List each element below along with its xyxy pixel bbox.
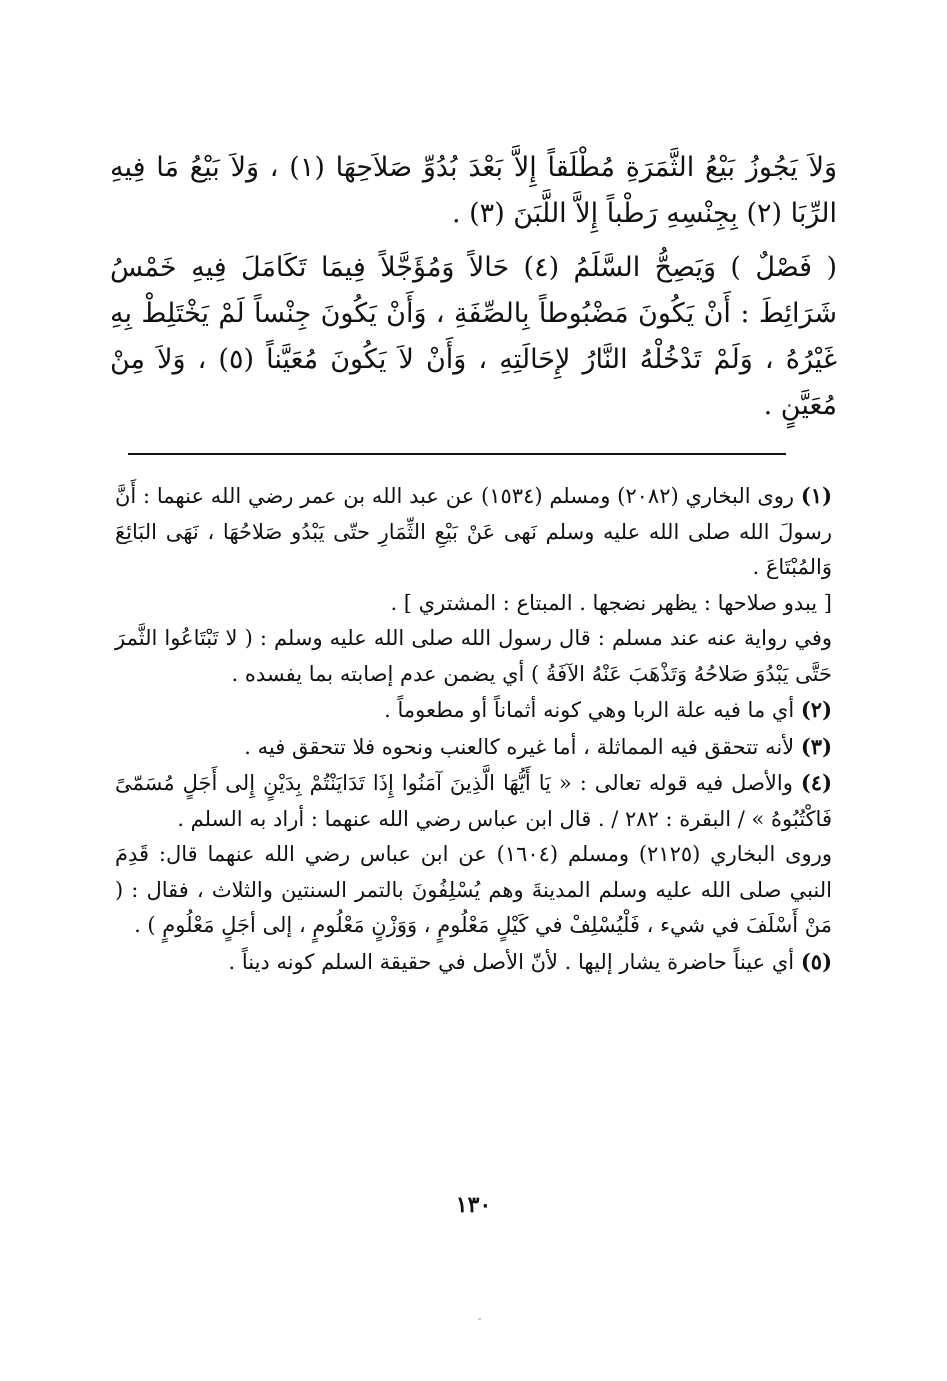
footnote-1-gloss [115,586,832,622]
footnote-number: (١) [800,483,832,508]
footnote-number: (٤) [800,770,832,795]
footnote-text: لأنه تتحقق فيه المماثلة ، أما غيره كالعنب ونحوه فلا تتحقق فيه . [244,734,795,759]
footnote-text: والأصل فيه قوله تعالى : « يَا أَيُّهَا الَّذِينَ آمَنُوا إِذَا تَدَايَنْتُمْ بِدَيْنٍ إِلى أَجَلٍ مُسَمّىً فَاكْتُبُوهُ » / البقرة : ٢٨٢ / . قال ابن عباس رضي الله عنهما : أراد به السلم . [115,771,832,831]
page-number: ١٣٠ [455,1192,492,1218]
main-paragraph-sale-of-fruit: وَلاَ يَجُوزُ بَيْعُ الثَّمَرَةِ مُطْلَقاً إِلاَّ بَعْدَ بُدُوِّ صَلاَحِهَا (١) ، وَلاَ بَيْعُ مَا فِيهِ الرِّبَا (٢) بِجِنْسِهِ رَطْباً إِلاَّ اللَّبَنَ (٣) . [110,152,838,229]
footnote-4-hadith [115,837,832,944]
scan-speck [478,1318,481,1320]
footnote-text: روى البخاري (٢٠٨٢) ومسلم (١٥٣٤) عن عبد الله بن عمر رضي الله عنهما : أَنَّ رسولَ الله صلى الله عليه وسلم نَهى عَنْ بَيْعِ الثِّمَارِ حتّى يَبْدُو صَلاحُهَا ، نَهَى البَائِعَ وَالمُبْتَاعَ . [115,484,832,579]
footnote-number: (٣) [800,733,832,759]
footnote-1-riwaya [115,621,832,692]
footnote-2 [115,692,832,729]
footnote-text: وروى البخاري (٢١٢٥) ومسلم (١٦٠٤) عن ابن عباس رضي الله عنهما قال: قَدِمَ النبي صلى الله عليه وسلم المدينةَ وهم يُسْلِفُونَ بالتمر السنتين والثلاث ، فقال : ( مَنْ أَسْلَفَ في شيء ، فَلْيُسْلِفْ في كَيْلٍ مَعْلُومٍ ، وَوَزْنٍ مَعْلُومٍ ، إلى أجَلٍ مَعْلُومٍ ) . [115,842,832,937]
footnotes-block [115,478,832,980]
footnote-number: (٥) [800,948,832,974]
footnote-number: (٢) [800,697,832,722]
footnote-3 [115,729,832,766]
main-text-block [110,145,837,429]
footnote-5 [115,944,832,981]
main-paragraph-salam-section: ( فَصْلٌ ) وَيَصِحُّ السَّلَمُ (٤) حَالاً وَمُؤَجَّلاً فِيمَا تَكَامَلَ فِيهِ خَمْسُ شَرَائِطَ : أَنْ يَكُونَ مَضْبُوطاً بِالصِّفَةِ ، وَأَنْ يَكُونَ جِنْساً لَمْ يَخْتَلِطْ بِهِ غَيْرُهُ ، وَلَمْ تَدْخُلْهُ النَّارُ لإِحَالَتِهِ ، وَأَنْ لاَ يَكُونَ مُعَيَّناً (٥) ، وَلاَ مِنْ مُعَيَّنٍ . [110,252,837,421]
footnote-text: [ يبدو صلاحها : يظهر نضجها . المبتاع : المشتري ] . [390,590,832,615]
footnote-text: وفي رواية عنه عند مسلم : قال رسول الله صلى الله عليه وسلم : ( لا تَبْتَاعُوا الثَّمرَ حَتَّى يَبْدُوَ صَلاحُهُ وَتَذْهَبَ عَنْهُ الآفَةُ ) أي يضمن عدم إصابته بما يفسده . [115,626,832,686]
footnote-text: أي عيناً حاضرة يشار إليها . لأنّ الأصل في حقيقة السلم كونه ديناً . [228,949,795,974]
footnote-4 [115,765,832,837]
footnote-text: أي ما فيه علة الربا وهي كونه أثماناً أو مطعوماً . [384,698,795,722]
footnote-separator [128,453,786,455]
footnote-1 [115,478,832,586]
